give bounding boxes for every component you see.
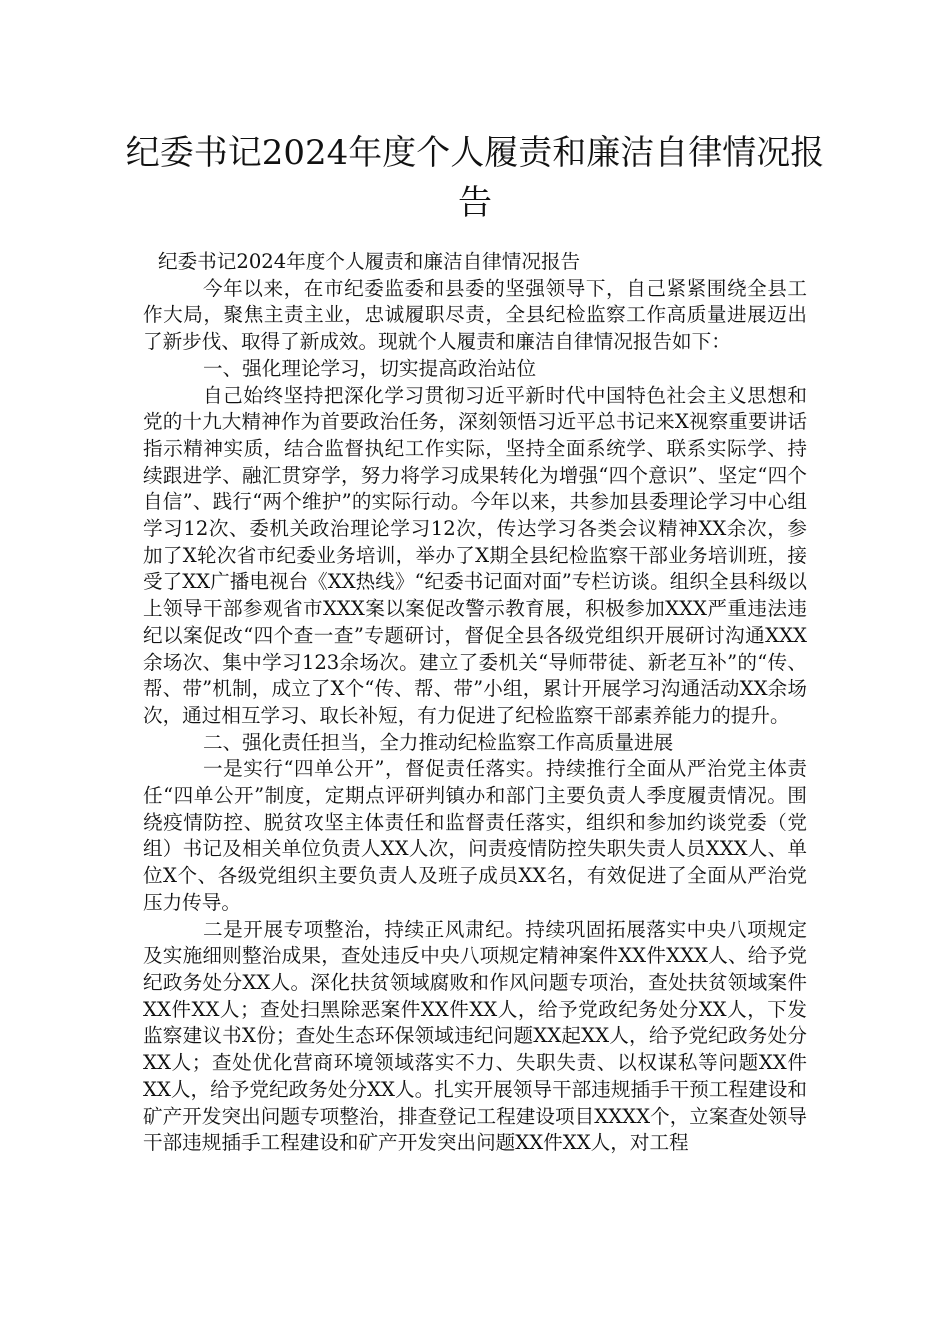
document-title: 纪委书记2024年度个人履责和廉洁自律情况报告	[125, 133, 825, 223]
intro-paragraph: 今年以来，在市纪委监委和县委的坚强领导下，自己紧紧围绕全县工作大局，聚焦主责主业，忠诚履职尽责，全县纪检监察工作高质量进展迈出了新步伐、取得了新成效。现就个人履责和廉洁自律情况报告如下：	[143, 276, 807, 354]
section-heading-2: 二、强化责任担当，全力推动纪检监察工作高质量进展	[203, 730, 674, 754]
section-1-paragraph: 自己始终坚持把深化学习贯彻习近平新时代中国特色社会主义思想和党的十九大精神作为首要政治任务，深刻领悟习近平总书记来X视察重要讲话指示精神实质，结合监督执纪工作实际，坚持全面系统学、联系实际学、持续跟进学、融汇贯穿学，努力将学习成果转化为增强“四个意识”、坚定“四个自信”、践行“两个维护”的实际行动。今年以来，共参加县委理论学习中心组学习12次、委机关政治理论学习12次，传达学习各类会议精神XX余次，参加了X轮次省市纪委业务培训，举办了X期全县纪检监察干部业务培训班，接受了XX广播电视台《XX热线》“纪委书记面对面”专栏访谈。组织全县科级以上领导干部参观省市XXX案以案促改警示教育展，积极参加XXX严重违法违纪以案促改“四个查一查”专题研讨，督促全县各级党组织开展研讨沟通XXX余场次、集中学习123余场次。建立了委机关“导师带徒、新老互补”的“传、帮、带”机制，成立了X个“传、帮、带”小组，累计开展学习沟通活动XX余场次，通过相互学习、取长补短，有力促进了纪检监察干部素养能力的提升。	[143, 383, 807, 727]
section-2-paragraph-1: 一是实行“四单公开”，督促责任落实。持续推行全面从严治党主体责任“四单公开”制度，定期点评研判镇办和部门主要负责人季度履责情况。围绕疫情防控、脱贫攻坚主体责任和监督责任落实，组织和参加约谈党委（党组）书记及相关单位负责人XX人次，问责疫情防控失职失责人员XXX人、单位X个、各级党组织主要负责人及班子成员XX名，有效促进了全面从严治党压力传导。	[143, 757, 807, 914]
section-2-paragraph-2: 二是开展专项整治，持续正风肃纪。持续巩固拓展落实中央八项规定及实施细则整治成果，查处违反中央八项规定精神案件XX件XXX人、给予党纪政务处分XX人。深化扶贫领域腐败和作风问题专项治，查处扶贫领域案件XX件XX人；查处扫黑除恶案件XX件XX人，给予党政纪务处分XX人，下发监察建议书X份；查处生态环保领域违纪问题XX起XX人，给予党纪政务处分XX人；查处优化营商环境领域落实不力、失职失责、以权谋私等问题XX件XX人，给予党纪政务处分XX人。扎实开展领导干部违规插手干预工程建设和矿产开发突出问题专项整治，排查登记工程建设项目XXXX个，立案查处领导干部违规插手工程建设和矿产开发突出问题XX件XX人，对工程	[143, 917, 807, 1155]
body-heading-line: 纪委书记2024年度个人履责和廉洁自律情况报告	[158, 250, 581, 273]
section-heading-1: 一、强化理论学习，切实提高政治站位	[203, 356, 537, 380]
document-body	[143, 249, 807, 1157]
